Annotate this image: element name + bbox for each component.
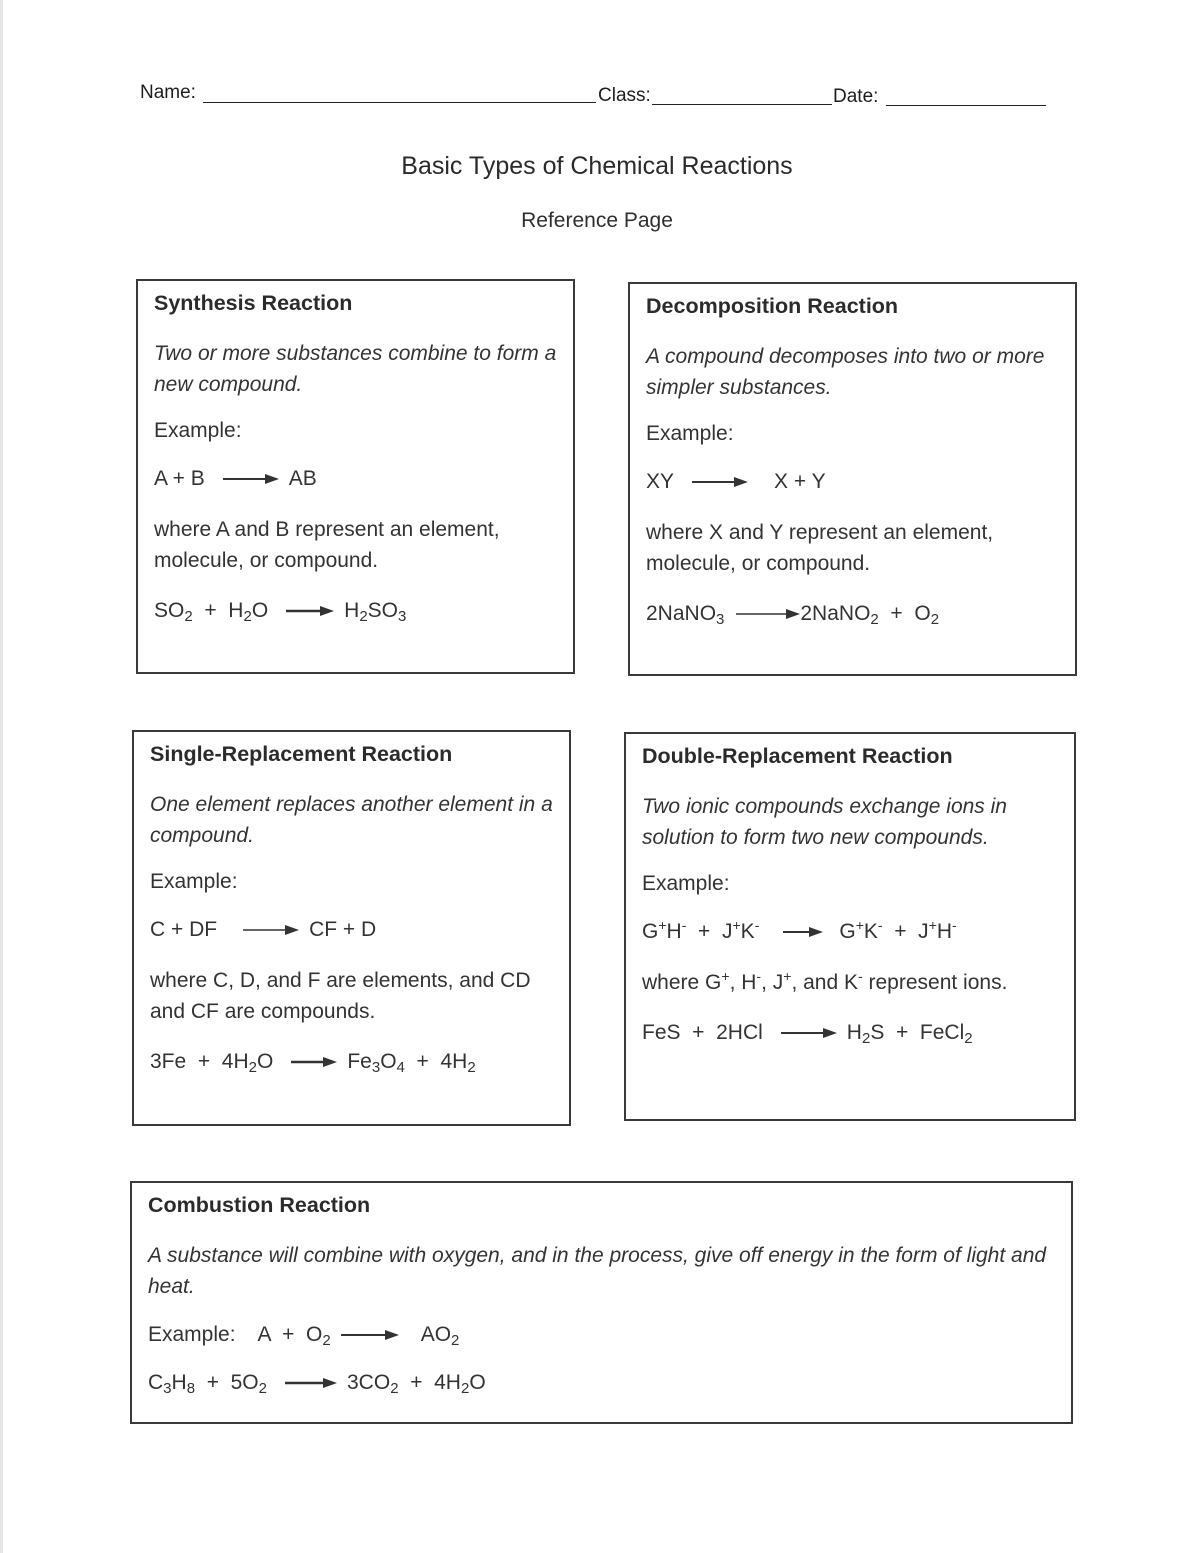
- double-replacement-box: [624, 732, 1076, 1121]
- reaction-arrow-icon: [286, 605, 334, 617]
- combustion-example-label: Example:: [148, 1323, 236, 1346]
- reaction-arrow-icon: [692, 476, 748, 488]
- reaction-arrow-icon: [223, 473, 279, 485]
- double-replacement-heading: Double-Replacement Reaction: [642, 744, 953, 768]
- reaction-arrow-icon: [781, 1027, 837, 1039]
- combustion-definition: A substance will combine with oxygen, and in the process, give off energy in the form of light and heat.: [148, 1244, 1047, 1298]
- decomposition-products: X + Y: [774, 470, 826, 493]
- double-replacement-note: where G+, H-, J+, and K- represent ions.: [642, 968, 1008, 994]
- double-replacement-definition: Two ionic compounds exchange ions in solution to form two new compounds.: [642, 795, 1007, 849]
- single-replacement-box: [132, 730, 571, 1126]
- name-field[interactable]: [203, 102, 596, 103]
- double-replacement-example-equation: FeS + 2HCl $H_2S$ + FeCl$_2$: [642, 1021, 973, 1047]
- name-label: Name:: [140, 82, 196, 103]
- synthesis-definition: Two or more substances combine to form a new compound.: [154, 342, 557, 396]
- synthesis-note: where A and B represent an element, molecule, or compound.: [154, 518, 500, 572]
- reaction-arrow-icon: [736, 608, 800, 620]
- date-label: Date:: [833, 86, 879, 107]
- reaction-arrow-icon: [291, 1056, 337, 1068]
- reaction-arrow-icon: [243, 924, 299, 936]
- double-replacement-general-equation: G+H- + J+K- G+K- + J+H-: [642, 917, 957, 943]
- double-replacement-example-label: Example:: [642, 872, 730, 895]
- decomposition-heading: Decomposition Reaction: [646, 294, 899, 318]
- combustion-general-equation: Example: $A + O_2$ $AO_2$: [148, 1323, 460, 1349]
- single-replacement-reactants: C + DF: [150, 918, 218, 941]
- combustion-heading: Combustion Reaction: [148, 1193, 371, 1217]
- page-subtitle: Reference Page: [521, 209, 673, 232]
- single-replacement-note: where C, D, and F are elements, and CD and CF are compounds.: [150, 969, 531, 1023]
- single-replacement-heading: Single-Replacement Reaction: [150, 742, 453, 766]
- decomposition-general-equation: [646, 469, 1059, 495]
- synthesis-box: [136, 279, 575, 674]
- reaction-arrow-icon: [783, 926, 823, 938]
- synthesis-reactants: A + B: [154, 467, 205, 490]
- single-replacement-products: CF + D: [309, 918, 377, 941]
- single-replacement-example-equation: $3Fe + 4H_2O$ $Fe_3O_4 + 4H_2$: [150, 1050, 476, 1076]
- synthesis-general-equation: [154, 466, 557, 492]
- page-title: Basic Types of Chemical Reactions: [401, 152, 793, 180]
- class-label: Class:: [598, 85, 651, 106]
- single-replacement-example-label: Example:: [150, 870, 238, 893]
- synthesis-heading: Synthesis Reaction: [154, 291, 353, 315]
- single-replacement-definition: One element replaces another element in a compound.: [150, 793, 553, 847]
- decomposition-reactants: XY: [646, 470, 675, 493]
- decomposition-example-equation: 2NaNO$_3$ 2NaNO$_2$ + $O_2$: [646, 602, 940, 628]
- decomposition-note: where X and Y represent an element, molecule, or compound.: [646, 521, 994, 575]
- synthesis-products: AB: [288, 467, 317, 490]
- single-replacement-general-equation: [150, 917, 553, 943]
- synthesis-example-label: Example:: [154, 419, 242, 442]
- reaction-arrow-icon: [285, 1377, 337, 1389]
- decomposition-definition: A compound decomposes into two or more simpler substances.: [646, 345, 1045, 399]
- decomposition-example-label: Example:: [646, 422, 734, 445]
- date-field[interactable]: [886, 105, 1046, 106]
- reaction-arrow-icon: [341, 1329, 399, 1341]
- synthesis-example-equation: $SO_2 + H_2O$ $H_2SO_3$: [154, 599, 407, 625]
- class-field[interactable]: [652, 104, 832, 105]
- combustion-example-equation: $C_3H_8 + 5O_2$ $3CO_2 + 4H_2O$: [148, 1371, 486, 1397]
- combustion-box: [130, 1181, 1073, 1424]
- decomposition-box: [628, 282, 1077, 676]
